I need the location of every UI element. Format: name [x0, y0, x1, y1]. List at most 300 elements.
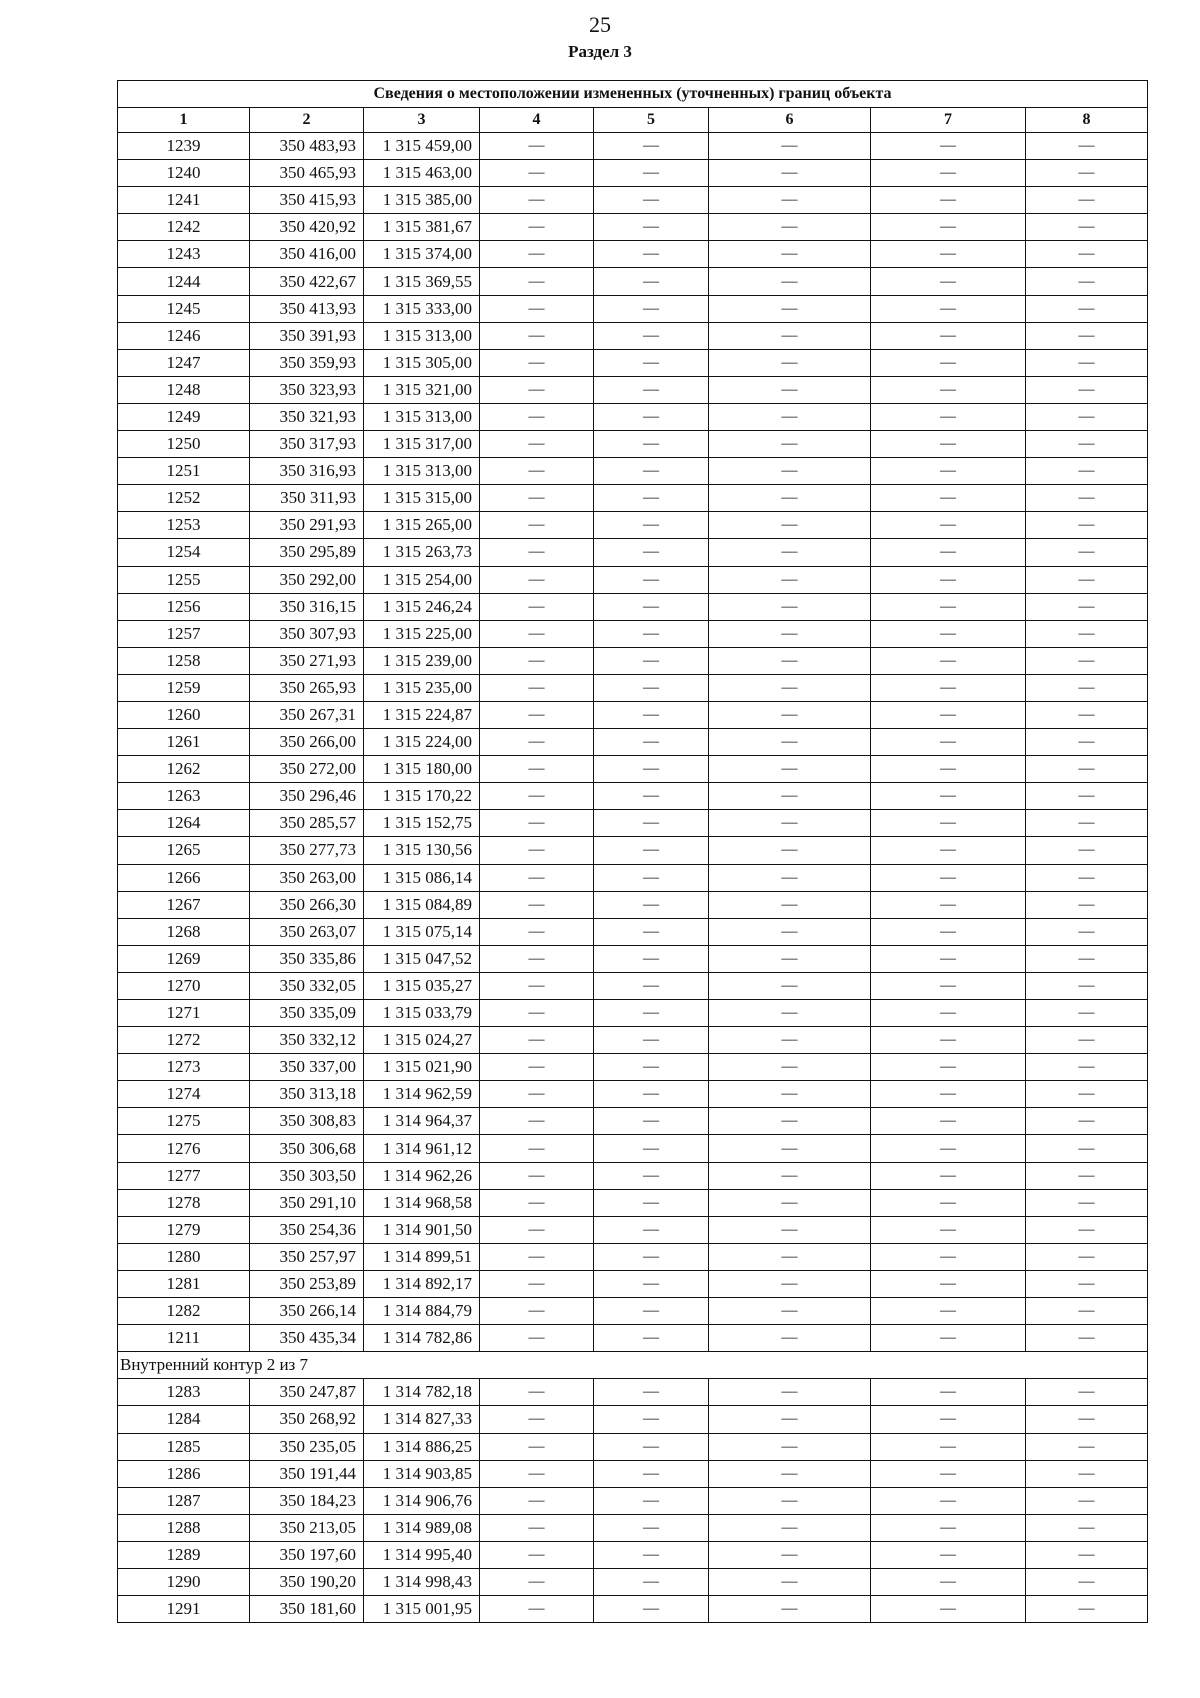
column-number-row — [118, 108, 1148, 133]
empty-value-dash: — — [594, 701, 709, 728]
empty-value-dash: — — [1026, 1162, 1148, 1189]
y-coordinate-cell: 1 315 333,00 — [364, 295, 480, 322]
empty-value-dash: — — [1026, 1243, 1148, 1270]
empty-value-dash: — — [871, 810, 1026, 837]
x-coordinate-cell: 350 190,20 — [250, 1568, 364, 1595]
empty-value-dash: — — [1026, 1514, 1148, 1541]
empty-value-dash: — — [594, 1135, 709, 1162]
empty-value-dash: — — [1026, 1054, 1148, 1081]
empty-value-dash: — — [1026, 1325, 1148, 1352]
empty-value-dash: — — [594, 1270, 709, 1297]
empty-value-dash: — — [871, 756, 1026, 783]
table-row — [118, 403, 1148, 430]
empty-value-dash: — — [709, 1081, 871, 1108]
point-number-cell: 1278 — [118, 1189, 250, 1216]
empty-value-dash: — — [709, 431, 871, 458]
table-row — [118, 783, 1148, 810]
empty-value-dash: — — [709, 1514, 871, 1541]
empty-value-dash: — — [594, 485, 709, 512]
empty-value-dash: — — [594, 566, 709, 593]
point-number-cell: 1240 — [118, 160, 250, 187]
empty-value-dash: — — [709, 620, 871, 647]
empty-value-dash: — — [871, 512, 1026, 539]
y-coordinate-cell: 1 315 313,00 — [364, 403, 480, 430]
table-row — [118, 241, 1148, 268]
point-number-cell: 1242 — [118, 214, 250, 241]
table-row — [118, 566, 1148, 593]
y-coordinate-cell: 1 315 047,52 — [364, 945, 480, 972]
empty-value-dash: — — [480, 1433, 594, 1460]
empty-value-dash: — — [480, 295, 594, 322]
point-number-cell: 1243 — [118, 241, 250, 268]
table-row — [118, 295, 1148, 322]
table-row — [118, 1487, 1148, 1514]
y-coordinate-cell: 1 314 899,51 — [364, 1243, 480, 1270]
empty-value-dash: — — [871, 674, 1026, 701]
empty-value-dash: — — [480, 512, 594, 539]
point-number-cell: 1272 — [118, 1027, 250, 1054]
x-coordinate-cell: 350 266,00 — [250, 729, 364, 756]
empty-value-dash: — — [871, 1460, 1026, 1487]
point-number-cell: 1275 — [118, 1108, 250, 1135]
point-number-cell: 1277 — [118, 1162, 250, 1189]
empty-value-dash: — — [871, 187, 1026, 214]
y-coordinate-cell: 1 314 827,33 — [364, 1406, 480, 1433]
table-row — [118, 1541, 1148, 1568]
empty-value-dash: — — [594, 945, 709, 972]
empty-value-dash: — — [1026, 1027, 1148, 1054]
empty-value-dash: — — [480, 1054, 594, 1081]
empty-value-dash: — — [871, 1270, 1026, 1297]
empty-value-dash: — — [709, 1243, 871, 1270]
empty-value-dash: — — [1026, 1270, 1148, 1297]
empty-value-dash: — — [709, 1135, 871, 1162]
empty-value-dash: — — [480, 1135, 594, 1162]
x-coordinate-cell: 350 415,93 — [250, 187, 364, 214]
y-coordinate-cell: 1 315 263,73 — [364, 539, 480, 566]
empty-value-dash: — — [1026, 1433, 1148, 1460]
y-coordinate-cell: 1 315 225,00 — [364, 620, 480, 647]
x-coordinate-cell: 350 359,93 — [250, 349, 364, 376]
empty-value-dash: — — [594, 1541, 709, 1568]
empty-value-dash: — — [709, 647, 871, 674]
x-coordinate-cell: 350 191,44 — [250, 1460, 364, 1487]
point-number-cell: 1269 — [118, 945, 250, 972]
empty-value-dash: — — [709, 1541, 871, 1568]
empty-value-dash: — — [709, 1379, 871, 1406]
empty-value-dash: — — [871, 214, 1026, 241]
empty-value-dash: — — [709, 566, 871, 593]
empty-value-dash: — — [594, 458, 709, 485]
empty-value-dash: — — [480, 1027, 594, 1054]
y-coordinate-cell: 1 314 962,59 — [364, 1081, 480, 1108]
empty-value-dash: — — [871, 620, 1026, 647]
y-coordinate-cell: 1 314 961,12 — [364, 1135, 480, 1162]
empty-value-dash: — — [871, 1216, 1026, 1243]
empty-value-dash: — — [871, 1135, 1026, 1162]
y-coordinate-cell: 1 315 084,89 — [364, 891, 480, 918]
empty-value-dash: — — [480, 349, 594, 376]
empty-value-dash: — — [709, 1596, 871, 1623]
x-coordinate-cell: 350 435,34 — [250, 1325, 364, 1352]
empty-value-dash: — — [1026, 1108, 1148, 1135]
empty-value-dash: — — [1026, 566, 1148, 593]
point-number-cell: 1287 — [118, 1487, 250, 1514]
y-coordinate-cell: 1 315 246,24 — [364, 593, 480, 620]
point-number-cell: 1263 — [118, 783, 250, 810]
empty-value-dash: — — [1026, 810, 1148, 837]
point-number-cell: 1241 — [118, 187, 250, 214]
point-number-cell: 1246 — [118, 322, 250, 349]
table-row — [118, 674, 1148, 701]
empty-value-dash: — — [871, 1027, 1026, 1054]
table-row — [118, 1406, 1148, 1433]
empty-value-dash: — — [871, 593, 1026, 620]
x-coordinate-cell: 350 311,93 — [250, 485, 364, 512]
empty-value-dash: — — [480, 1108, 594, 1135]
x-coordinate-cell: 350 285,57 — [250, 810, 364, 837]
empty-value-dash: — — [871, 783, 1026, 810]
empty-value-dash: — — [594, 620, 709, 647]
point-number-cell: 1262 — [118, 756, 250, 783]
empty-value-dash: — — [480, 620, 594, 647]
empty-value-dash: — — [594, 674, 709, 701]
empty-value-dash: — — [594, 160, 709, 187]
empty-value-dash: — — [709, 918, 871, 945]
empty-value-dash: — — [709, 1162, 871, 1189]
empty-value-dash: — — [709, 322, 871, 349]
empty-value-dash: — — [1026, 214, 1148, 241]
column-number: 3 — [364, 108, 480, 133]
x-coordinate-cell: 350 277,73 — [250, 837, 364, 864]
empty-value-dash: — — [1026, 864, 1148, 891]
empty-value-dash: — — [709, 1487, 871, 1514]
empty-value-dash: — — [594, 1000, 709, 1027]
empty-value-dash: — — [594, 783, 709, 810]
table-row — [118, 1433, 1148, 1460]
point-number-cell: 1264 — [118, 810, 250, 837]
empty-value-dash: — — [480, 1298, 594, 1325]
empty-value-dash: — — [480, 214, 594, 241]
y-coordinate-cell: 1 314 884,79 — [364, 1298, 480, 1325]
empty-value-dash: — — [871, 458, 1026, 485]
empty-value-dash: — — [480, 376, 594, 403]
empty-value-dash: — — [871, 972, 1026, 999]
empty-value-dash: — — [480, 918, 594, 945]
empty-value-dash: — — [594, 1433, 709, 1460]
empty-value-dash: — — [480, 674, 594, 701]
table-row — [118, 1325, 1148, 1352]
table-row — [118, 1568, 1148, 1595]
empty-value-dash: — — [480, 1189, 594, 1216]
empty-value-dash: — — [480, 1568, 594, 1595]
x-coordinate-cell: 350 317,93 — [250, 431, 364, 458]
empty-value-dash: — — [871, 160, 1026, 187]
x-coordinate-cell: 350 272,00 — [250, 756, 364, 783]
empty-value-dash: — — [480, 485, 594, 512]
empty-value-dash: — — [871, 376, 1026, 403]
column-number: 1 — [118, 108, 250, 133]
empty-value-dash: — — [1026, 1487, 1148, 1514]
empty-value-dash: — — [871, 133, 1026, 160]
empty-value-dash: — — [709, 1108, 871, 1135]
empty-value-dash: — — [594, 1487, 709, 1514]
section-title: Раздел 3 — [568, 42, 632, 61]
empty-value-dash: — — [871, 1596, 1026, 1623]
column-number: 7 — [871, 108, 1026, 133]
empty-value-dash: — — [594, 891, 709, 918]
empty-value-dash: — — [709, 1189, 871, 1216]
table-row — [118, 458, 1148, 485]
empty-value-dash: — — [594, 512, 709, 539]
empty-value-dash: — — [709, 701, 871, 728]
empty-value-dash: — — [594, 376, 709, 403]
x-coordinate-cell: 350 323,93 — [250, 376, 364, 403]
column-number: 4 — [480, 108, 594, 133]
boundary-table-container — [117, 80, 1147, 1623]
y-coordinate-cell: 1 315 152,75 — [364, 810, 480, 837]
empty-value-dash: — — [871, 891, 1026, 918]
table-row — [118, 1298, 1148, 1325]
empty-value-dash: — — [1026, 268, 1148, 295]
table-row — [118, 1216, 1148, 1243]
empty-value-dash: — — [1026, 837, 1148, 864]
empty-value-dash: — — [594, 593, 709, 620]
empty-value-dash: — — [594, 1243, 709, 1270]
empty-value-dash: — — [480, 593, 594, 620]
table-row — [118, 376, 1148, 403]
empty-value-dash: — — [594, 810, 709, 837]
empty-value-dash: — — [480, 972, 594, 999]
empty-value-dash: — — [1026, 1596, 1148, 1623]
x-coordinate-cell: 350 254,36 — [250, 1216, 364, 1243]
empty-value-dash: — — [709, 160, 871, 187]
x-coordinate-cell: 350 391,93 — [250, 322, 364, 349]
empty-value-dash: — — [594, 1189, 709, 1216]
x-coordinate-cell: 350 332,12 — [250, 1027, 364, 1054]
empty-value-dash: — — [1026, 1216, 1148, 1243]
empty-value-dash: — — [480, 756, 594, 783]
y-coordinate-cell: 1 315 313,00 — [364, 322, 480, 349]
empty-value-dash: — — [871, 1487, 1026, 1514]
empty-value-dash: — — [480, 241, 594, 268]
y-coordinate-cell: 1 315 385,00 — [364, 187, 480, 214]
empty-value-dash: — — [1026, 485, 1148, 512]
y-coordinate-cell: 1 314 998,43 — [364, 1568, 480, 1595]
empty-value-dash: — — [1026, 756, 1148, 783]
empty-value-dash: — — [1026, 1568, 1148, 1595]
table-row — [118, 810, 1148, 837]
table-row — [118, 1460, 1148, 1487]
empty-value-dash: — — [709, 241, 871, 268]
table-row — [118, 1054, 1148, 1081]
empty-value-dash: — — [594, 322, 709, 349]
table-row — [118, 1081, 1148, 1108]
empty-value-dash: — — [871, 701, 1026, 728]
empty-value-dash: — — [871, 1325, 1026, 1352]
empty-value-dash: — — [709, 349, 871, 376]
empty-value-dash: — — [871, 1243, 1026, 1270]
y-coordinate-cell: 1 314 901,50 — [364, 1216, 480, 1243]
point-number-cell: 1267 — [118, 891, 250, 918]
point-number-cell: 1270 — [118, 972, 250, 999]
table-row — [118, 187, 1148, 214]
x-coordinate-cell: 350 263,07 — [250, 918, 364, 945]
table-row — [118, 756, 1148, 783]
x-coordinate-cell: 350 420,92 — [250, 214, 364, 241]
table-row — [118, 1514, 1148, 1541]
table-row — [118, 918, 1148, 945]
empty-value-dash: — — [871, 1568, 1026, 1595]
table-row — [118, 349, 1148, 376]
empty-value-dash: — — [1026, 295, 1148, 322]
point-number-cell: 1274 — [118, 1081, 250, 1108]
x-coordinate-cell: 350 335,09 — [250, 1000, 364, 1027]
empty-value-dash: — — [480, 1487, 594, 1514]
empty-value-dash: — — [1026, 133, 1148, 160]
empty-value-dash: — — [709, 295, 871, 322]
empty-value-dash: — — [709, 1000, 871, 1027]
table-row — [118, 431, 1148, 458]
point-number-cell: 1258 — [118, 647, 250, 674]
y-coordinate-cell: 1 315 239,00 — [364, 647, 480, 674]
y-coordinate-cell: 1 315 254,00 — [364, 566, 480, 593]
y-coordinate-cell: 1 315 086,14 — [364, 864, 480, 891]
table-row — [118, 160, 1148, 187]
empty-value-dash: — — [709, 593, 871, 620]
x-coordinate-cell: 350 321,93 — [250, 403, 364, 430]
empty-value-dash: — — [709, 485, 871, 512]
x-coordinate-cell: 350 316,93 — [250, 458, 364, 485]
y-coordinate-cell: 1 314 968,58 — [364, 1189, 480, 1216]
x-coordinate-cell: 350 306,68 — [250, 1135, 364, 1162]
empty-value-dash: — — [871, 485, 1026, 512]
empty-value-dash: — — [1026, 1189, 1148, 1216]
empty-value-dash: — — [709, 674, 871, 701]
y-coordinate-cell: 1 315 075,14 — [364, 918, 480, 945]
empty-value-dash: — — [871, 322, 1026, 349]
table-row — [118, 972, 1148, 999]
point-number-cell: 1260 — [118, 701, 250, 728]
x-coordinate-cell: 350 291,93 — [250, 512, 364, 539]
y-coordinate-cell: 1 315 235,00 — [364, 674, 480, 701]
empty-value-dash: — — [871, 403, 1026, 430]
empty-value-dash: — — [480, 1514, 594, 1541]
table-caption: Сведения о местоположении измененных (уточненных) границ объекта — [118, 81, 1148, 108]
empty-value-dash: — — [480, 864, 594, 891]
table-row — [118, 1596, 1148, 1623]
empty-value-dash: — — [871, 1081, 1026, 1108]
x-coordinate-cell: 350 292,00 — [250, 566, 364, 593]
y-coordinate-cell: 1 315 130,56 — [364, 837, 480, 864]
x-coordinate-cell: 350 337,00 — [250, 1054, 364, 1081]
point-number-cell: 1276 — [118, 1135, 250, 1162]
x-coordinate-cell: 350 413,93 — [250, 295, 364, 322]
table-row — [118, 539, 1148, 566]
empty-value-dash: — — [1026, 322, 1148, 349]
empty-value-dash: — — [594, 1298, 709, 1325]
empty-value-dash: — — [871, 566, 1026, 593]
table-row — [118, 1243, 1148, 1270]
empty-value-dash: — — [594, 918, 709, 945]
y-coordinate-cell: 1 315 313,00 — [364, 458, 480, 485]
contour-label-row — [118, 1352, 1148, 1379]
point-number-cell: 1266 — [118, 864, 250, 891]
point-number-cell: 1245 — [118, 295, 250, 322]
y-coordinate-cell: 1 315 369,55 — [364, 268, 480, 295]
empty-value-dash: — — [1026, 349, 1148, 376]
x-coordinate-cell: 350 266,14 — [250, 1298, 364, 1325]
empty-value-dash: — — [1026, 403, 1148, 430]
x-coordinate-cell: 350 335,86 — [250, 945, 364, 972]
table-row — [118, 891, 1148, 918]
point-number-cell: 1265 — [118, 837, 250, 864]
empty-value-dash: — — [1026, 729, 1148, 756]
y-coordinate-cell: 1 315 315,00 — [364, 485, 480, 512]
empty-value-dash: — — [594, 756, 709, 783]
point-number-cell: 1289 — [118, 1541, 250, 1568]
empty-value-dash: — — [709, 810, 871, 837]
empty-value-dash: — — [594, 1162, 709, 1189]
empty-value-dash: — — [1026, 376, 1148, 403]
column-number: 6 — [709, 108, 871, 133]
empty-value-dash: — — [871, 1406, 1026, 1433]
empty-value-dash: — — [1026, 458, 1148, 485]
point-number-cell: 1247 — [118, 349, 250, 376]
empty-value-dash: — — [871, 349, 1026, 376]
y-coordinate-cell: 1 315 035,27 — [364, 972, 480, 999]
x-coordinate-cell: 350 265,93 — [250, 674, 364, 701]
table-row — [118, 1000, 1148, 1027]
x-coordinate-cell: 350 316,15 — [250, 593, 364, 620]
empty-value-dash: — — [709, 729, 871, 756]
empty-value-dash: — — [594, 1379, 709, 1406]
empty-value-dash: — — [1026, 1135, 1148, 1162]
y-coordinate-cell: 1 314 886,25 — [364, 1433, 480, 1460]
empty-value-dash: — — [871, 1298, 1026, 1325]
y-coordinate-cell: 1 315 305,00 — [364, 349, 480, 376]
empty-value-dash: — — [871, 1541, 1026, 1568]
point-number-cell: 1290 — [118, 1568, 250, 1595]
empty-value-dash: — — [594, 349, 709, 376]
table-row — [118, 647, 1148, 674]
table-body — [118, 133, 1148, 1623]
x-coordinate-cell: 350 422,67 — [250, 268, 364, 295]
empty-value-dash: — — [709, 1270, 871, 1297]
page-number: 25 — [589, 12, 611, 37]
empty-value-dash: — — [709, 1027, 871, 1054]
empty-value-dash: — — [1026, 783, 1148, 810]
empty-value-dash: — — [1026, 647, 1148, 674]
empty-value-dash: — — [709, 864, 871, 891]
point-number-cell: 1285 — [118, 1433, 250, 1460]
empty-value-dash: — — [594, 295, 709, 322]
point-number-cell: 1256 — [118, 593, 250, 620]
x-coordinate-cell: 350 308,83 — [250, 1108, 364, 1135]
empty-value-dash: — — [480, 810, 594, 837]
table-row — [118, 485, 1148, 512]
empty-value-dash: — — [480, 1406, 594, 1433]
empty-value-dash: — — [871, 431, 1026, 458]
y-coordinate-cell: 1 314 962,26 — [364, 1162, 480, 1189]
empty-value-dash: — — [871, 945, 1026, 972]
empty-value-dash: — — [480, 539, 594, 566]
point-number-cell: 1283 — [118, 1379, 250, 1406]
x-coordinate-cell: 350 313,18 — [250, 1081, 364, 1108]
point-number-cell: 1280 — [118, 1243, 250, 1270]
point-number-cell: 1249 — [118, 403, 250, 430]
empty-value-dash: — — [480, 160, 594, 187]
